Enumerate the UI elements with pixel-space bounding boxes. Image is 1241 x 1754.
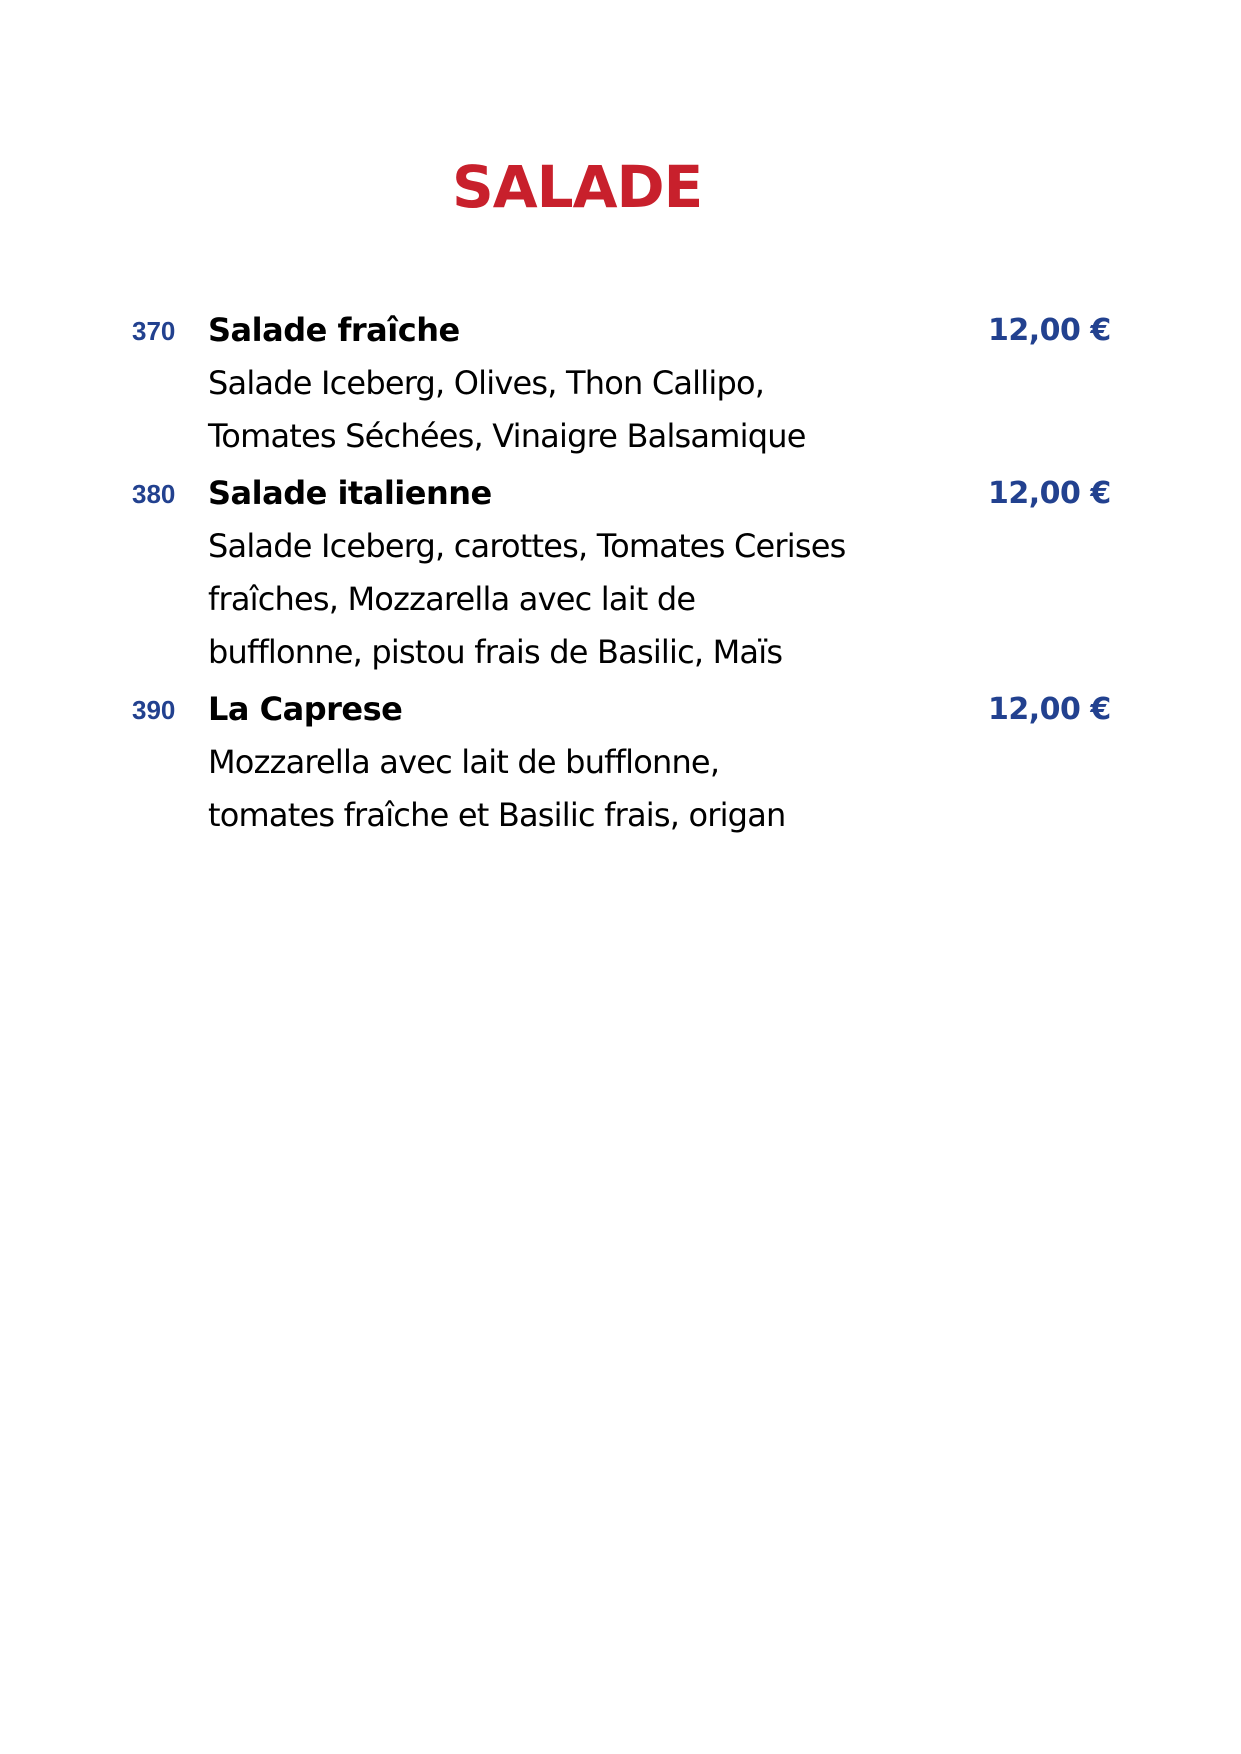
item-description-line: Mozzarella avec lait de bufflonne, — [208, 743, 720, 781]
page-title: SALADE — [452, 153, 703, 221]
item-description-line: bufflonne, pistou frais de Basilic, Maïs — [208, 633, 783, 671]
menu-item-390 — [0, 683, 1241, 842]
item-number: 390 — [132, 695, 176, 725]
item-description-line: Salade Iceberg, Olives, Thon Callipo, — [208, 364, 765, 402]
item-description-line: Salade Iceberg, carottes, Tomates Cerises — [208, 527, 846, 565]
menu-list — [0, 304, 1241, 846]
item-description-line: tomates fraîche et Basilic frais, origan — [208, 796, 786, 834]
item-description — [208, 736, 928, 842]
item-price: 12,00 € — [988, 476, 1111, 511]
item-name: Salade fraîche — [208, 311, 460, 349]
item-description — [208, 520, 928, 679]
menu-item-370 — [0, 304, 1241, 463]
item-number: 380 — [132, 479, 176, 509]
item-description-line: Tomates Séchées, Vinaigre Balsamique — [208, 417, 806, 455]
item-price: 12,00 € — [988, 313, 1111, 348]
item-name: Salade italienne — [208, 474, 492, 512]
item-description-line: fraîches, Mozzarella avec lait de — [208, 580, 696, 618]
item-name: La Caprese — [208, 690, 403, 728]
item-number: 370 — [132, 316, 176, 346]
item-price: 12,00 € — [988, 692, 1111, 727]
menu-item-380 — [0, 467, 1241, 679]
item-description — [208, 357, 928, 463]
